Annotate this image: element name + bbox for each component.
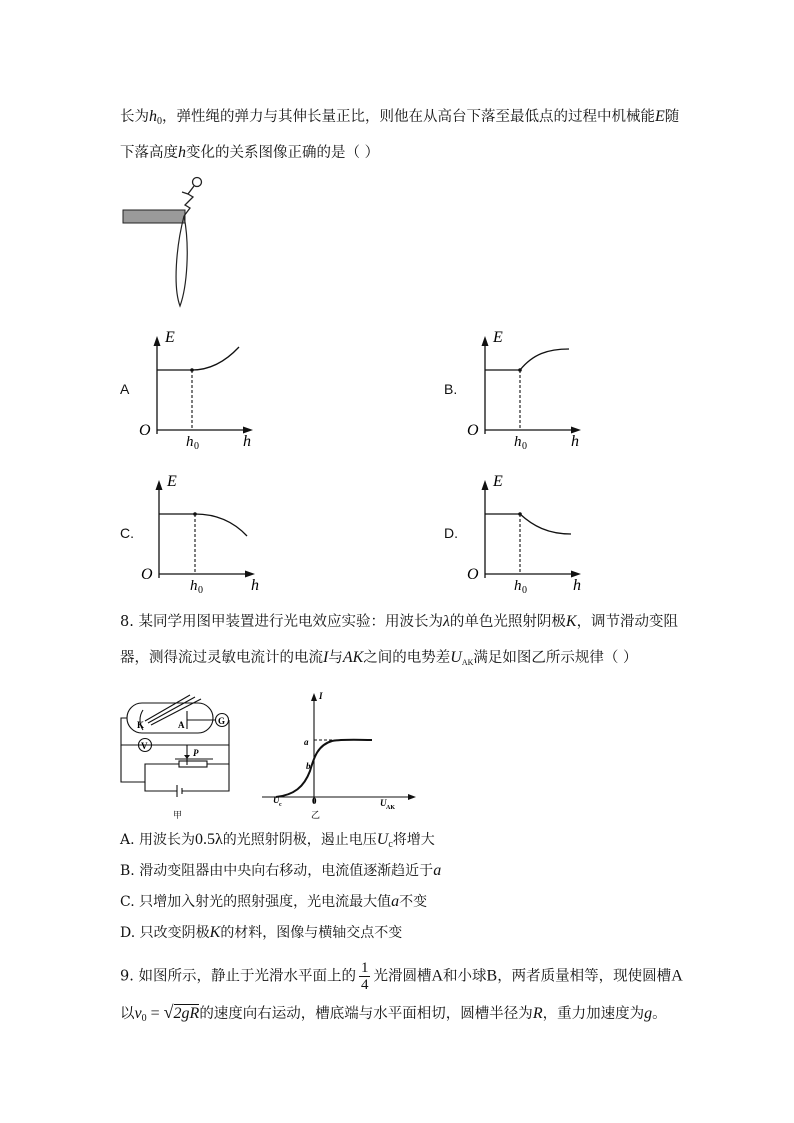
yi-label: 乙	[311, 810, 321, 820]
jia-label: 甲	[173, 810, 183, 820]
var-u: U	[450, 649, 462, 666]
e-axis-label: E	[493, 473, 503, 490]
p-label: P	[193, 748, 199, 758]
origin-label: O	[141, 566, 153, 583]
var-ak: AK	[342, 649, 364, 666]
h-axis-label: h	[243, 433, 251, 450]
uak-sub: AK	[386, 805, 395, 811]
h0-sub: 0	[522, 585, 527, 596]
var-g: g	[644, 1005, 653, 1022]
q8-line2	[120, 648, 638, 673]
uc-label: U	[273, 795, 280, 805]
text: ，弹性绳的弹力与其伸长量正比，则他在从高台下落至最低点的过程中机械能	[162, 109, 655, 125]
text: ，调节滑动变阻	[576, 614, 679, 630]
text: 和小球	[443, 968, 487, 985]
h0-sub: 0	[198, 585, 203, 596]
var-k: K	[565, 613, 577, 630]
g-label: G	[218, 716, 226, 726]
var-lambda: λ	[442, 613, 450, 630]
sub: 0	[141, 1013, 147, 1024]
q9-line2	[120, 1002, 667, 1029]
q8-option-d	[120, 923, 402, 943]
option-b-label: B.	[444, 381, 458, 397]
q9-line1	[120, 960, 683, 993]
var-v: v	[134, 1005, 142, 1022]
h0-sub: 0	[194, 441, 199, 452]
text: 的速度向右运动，槽底端与水平面相切，圆槽半径为	[199, 1006, 533, 1022]
var-h: h	[178, 144, 186, 161]
q8-line1	[120, 612, 678, 632]
sub: 0	[157, 116, 162, 127]
text: 的光照射阴极，遏止电压	[222, 832, 377, 848]
text: 的材料，图像与横轴交点不变	[220, 925, 403, 941]
h0-label: h	[190, 578, 198, 594]
text: B. 滑动变阻器由中央向右移动，电流值逐渐趋近于	[120, 863, 434, 879]
h0-label: h	[186, 434, 194, 450]
origin-label: O	[467, 566, 479, 583]
graph-b	[463, 322, 593, 452]
q8-option-b	[120, 861, 441, 881]
value: 0.5λ	[195, 831, 223, 848]
denominator: 4	[360, 977, 369, 993]
text: 器，测得流过灵敏电流计的电流	[120, 650, 323, 666]
var-u: U	[376, 831, 389, 848]
origin-label: O	[467, 422, 479, 439]
h0-label: h	[514, 578, 522, 594]
b-value-label: b	[306, 761, 311, 771]
var-b: B	[486, 967, 498, 985]
var-a: A	[671, 967, 683, 985]
text: 。	[652, 1006, 667, 1022]
text: 9. 如图所示，静止于光滑水平面上的	[120, 968, 356, 985]
var-a: a	[433, 862, 442, 879]
a-label: A	[178, 720, 185, 730]
h-axis-label: h	[573, 577, 581, 594]
uak-label: U	[380, 798, 387, 808]
var-E: E	[655, 108, 665, 125]
option-a-label: A	[120, 381, 130, 397]
var-a: A	[431, 967, 444, 985]
text: ，重力加速度为	[542, 1006, 645, 1022]
q7-line1	[120, 107, 679, 132]
h0-sub: 0	[522, 441, 527, 452]
bungee-figure	[118, 172, 228, 312]
sqrt-body: 2gR	[173, 1005, 200, 1022]
text: 不变	[399, 894, 428, 910]
a-value-label: a	[304, 737, 309, 747]
graph-d	[463, 466, 593, 596]
text: 满足如图乙所示规律（ ）	[473, 650, 638, 666]
text: 将增大	[392, 832, 435, 848]
q8-option-a	[120, 830, 435, 855]
equals: =	[146, 1005, 164, 1022]
text: 8. 某同学用图甲装置进行光电效应实验：用波长为	[120, 614, 443, 630]
h0-label: h	[514, 434, 522, 450]
var-k: K	[209, 924, 221, 941]
zero-label: 0	[312, 796, 317, 806]
var-a: a	[391, 893, 400, 910]
numerator: 1	[360, 960, 369, 976]
text: 的单色光照射阴极	[449, 614, 566, 630]
h-axis-label: h	[251, 577, 259, 594]
iu-graph	[262, 683, 420, 820]
e-axis-label: E	[165, 329, 175, 346]
text: C. 只增加入射光的照射强度，光电流最大值	[120, 894, 392, 910]
var-r: R	[532, 1005, 543, 1022]
text: 以	[120, 1006, 135, 1022]
uc-sub: c	[279, 802, 282, 808]
text: ，两者质量相等，现使圆槽	[497, 968, 672, 985]
text: 光滑圆槽	[373, 968, 432, 985]
sub: AK	[461, 658, 474, 667]
option-c-label: C.	[120, 525, 134, 541]
q7-line2	[120, 143, 379, 163]
sqrt-sign: √	[163, 1002, 174, 1022]
text: 随	[664, 109, 680, 125]
var-i: I	[323, 649, 329, 666]
text: 之间的电势差	[363, 650, 451, 666]
q8-option-c	[120, 892, 427, 912]
var-h: h	[149, 108, 157, 125]
sub: c	[388, 839, 393, 850]
k-label: K	[137, 720, 145, 730]
e-axis-label: E	[493, 329, 503, 346]
i-label: I	[319, 691, 323, 701]
h-axis-label: h	[571, 433, 579, 450]
text: 与	[328, 650, 343, 666]
e-axis-label: E	[167, 473, 177, 490]
v-label: V	[141, 741, 148, 751]
text: 长为	[120, 109, 149, 125]
circuit-figure	[115, 683, 250, 820]
fraction	[359, 960, 371, 993]
option-d-label: D.	[444, 525, 458, 541]
text: 下落高度	[120, 145, 178, 161]
origin-label: O	[139, 422, 151, 439]
text: A. 用波长为	[120, 832, 196, 848]
graph-c	[137, 466, 267, 596]
graph-a	[135, 322, 265, 452]
text: D. 只改变阴极	[120, 925, 210, 941]
text: 变化的关系图像正确的是（ ）	[186, 145, 380, 161]
